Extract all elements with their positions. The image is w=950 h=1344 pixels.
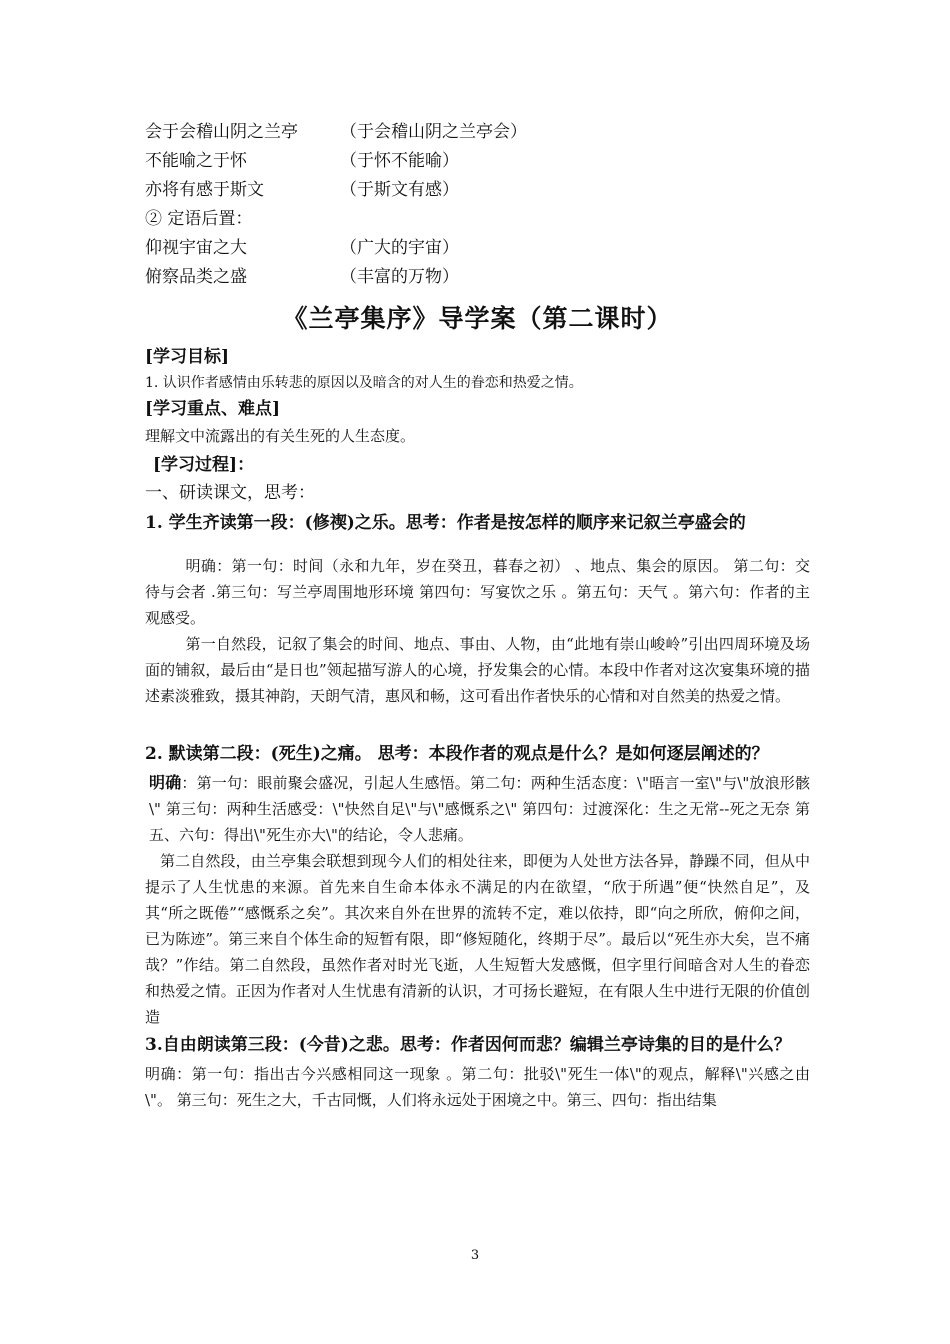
pair-right: （于怀不能喻） (340, 151, 459, 171)
key-points-heading: [学习重点、难点] (145, 399, 281, 419)
answer-2-label: 明确 (149, 773, 182, 792)
process-step-1: 一、研读课文，思考： (145, 483, 315, 503)
pair-right: （于斯文有感） (340, 180, 459, 200)
intro-pair-1 (145, 118, 810, 147)
pair-right: （广大的宇宙） (340, 238, 459, 258)
question-1: 1. 学生齐读第一段：(修禊)之乐。思考：作者是按怎样的顺序来记叙兰亭盛会的 (145, 513, 746, 533)
question-3: 3.自由朗读第三段：(今昔)之悲。思考：作者因何而悲？编辑兰亭诗集的目的是什么？ (145, 1035, 791, 1055)
answer-2-text: ：第一句：眼前聚会盛况，引起人生感悟。第二句：两种生活态度：\"晤言一室\"与\"放浪形骸\" 第三句：两种生活感受：\"快然自足\"与\"感慨系之\" 第四句：过渡深化：生之无常--死之无奈 第五、六句：得出\"死生亦大\"的结论，令人悲痛。 (149, 774, 810, 844)
document-body (145, 118, 810, 1113)
pair-left: 俯察品类之盛 (145, 267, 247, 287)
page-number: 3 (470, 1248, 480, 1263)
analysis-1: 第一自然段，记叙了集会的时间、地点、事由、人物，由“此地有崇山峻岭”引出四周环境及场面的铺叙，最后由“是日也”领起描写游人的心境，抒发集会的心情。本段中作者对这次宴集环境的描述素淡雅致，摄其神韵，天朗气清，惠风和畅，这可看出作者快乐的心情和对自然美的热爱之情。 (145, 635, 810, 705)
page-title: 《兰亭集序》导学案（第二课时） (282, 304, 673, 333)
analysis-2: 第二自然段，由兰亭集会联想到现今人们的相处往来，即便为人处世方法各异，静躁不同，但从中提示了人生忧患的来源。首先来自生命本体永不满足的内在欲望，“欣于所遇”便“快然自足”，及其“所之既倦”“感慨系之矣”。其次来自外在世界的流转不定，难以依持，即“向之所欣，俯仰之间，已为陈迹”。第三来自个体生命的短暂有限，即“修短随化，终期于尽”。最后以“死生亦大矣，岂不痛哉？”作结。第二自然段，虽然作者对时光飞逝，人生短暂大发感慨，但字里行间暗含对人生的眷恋和热爱之情。正因为作者对人生忧患有清新的认识，才可扬长避短，在有限人生中进行无限的价值创造 (145, 852, 810, 1026)
attr-pair-2 (145, 263, 810, 292)
answer-3: 明确：第一句：指出古今兴感相同这一现象 。第二句：批驳\"死生一体\"的观点，解释\"兴感之由\"。 第三句：死生之大，千古同慨，人们将永远处于困境之中。第三、四句：指出结集 (145, 1065, 810, 1109)
intro-pair-2 (145, 147, 810, 176)
pair-left: 亦将有感于斯文 (145, 180, 264, 200)
pair-right: （丰富的万物） (340, 267, 459, 287)
key-points-text: 理解文中流露出的有关生死的人生态度。 (145, 427, 416, 445)
attr-heading: ② 定语后置： (145, 209, 253, 229)
process-heading: [学习过程]： (153, 455, 255, 475)
pair-right: （于会稽山阴之兰亭会） (340, 122, 527, 142)
attr-pair-1 (145, 234, 810, 263)
intro-pair-3 (145, 176, 810, 205)
pair-left: 不能喻之于怀 (145, 151, 247, 171)
pair-left: 仰视宇宙之大 (145, 238, 247, 258)
goals-heading: [学习目标] (145, 347, 230, 367)
answer-2 (145, 770, 810, 848)
pair-left: 会于会稽山阴之兰亭 (145, 122, 298, 142)
question-2: 2. 默读第二段：(死生)之痛。 思考：本段作者的观点是什么？是如何逐层阐述的？ (145, 744, 769, 764)
answer-1: 明确：第一句：时间（永和九年，岁在癸丑，暮春之初） 、地点、集会的原因。 第二句：交待与会者 .第三句：写兰亭周围地形环境 第四句：写宴饮之乐 。第五句：天气 。第六句：作者的主观感受。 (145, 557, 810, 627)
goals-item: 1. 认识作者感情由乐转悲的原因以及暗含的对人生的眷恋和热爱之情。 (145, 375, 583, 391)
